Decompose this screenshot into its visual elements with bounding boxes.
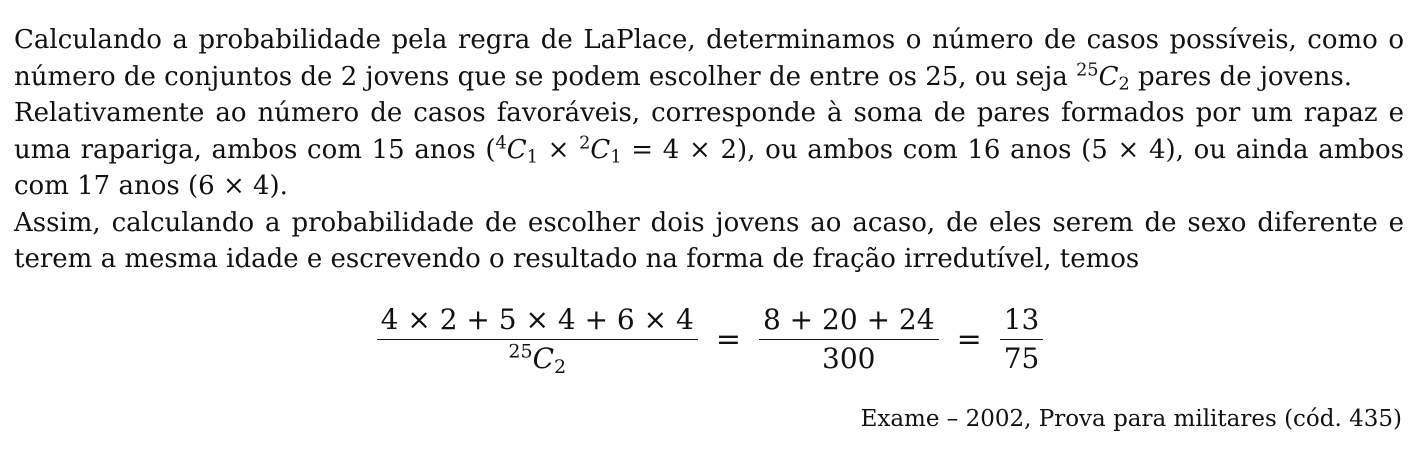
combination-letter: C (1098, 61, 1119, 92)
combination-letter: C (590, 134, 611, 165)
combination-letter: C (506, 134, 527, 165)
paragraph-favorable-cases-text: Relativamente ao número de casos favoráveis, corresponde à soma de pares formados por um rapaz e uma rapariga, ambos com 15 anos ( (14, 98, 1404, 165)
combination-n: 25 (1076, 59, 1099, 80)
exam-source-citation: Exame – 2002, Prova para militares (cód. 435) (860, 406, 1402, 432)
combination-25-choose-2 (1076, 59, 1130, 94)
paragraph-favorable-cases-tail: = 4 × 2), ou ambos com 16 anos (5 × 4), ou ainda ambos com 17 anos (6 × 4). (14, 134, 1404, 201)
combination-2-choose-1 (579, 132, 622, 167)
paragraph-conclusion (14, 205, 1404, 278)
combination-k: 2 (1118, 73, 1130, 94)
times-symbol: × (537, 134, 580, 165)
paragraph-possible-cases (14, 22, 1404, 95)
equals-sign: = (956, 322, 982, 357)
fraction-numerator: 8 + 20 + 24 (762, 303, 935, 336)
fraction-numerator: 4 × 2 + 5 × 4 + 6 × 4 (380, 303, 694, 336)
combination-letter: C (532, 342, 554, 375)
equals-sign: = (715, 322, 741, 357)
paragraph-favorable-cases (14, 95, 1404, 205)
combination-k: 1 (526, 146, 538, 167)
fraction-cases-over-combinations (379, 303, 696, 378)
combination-k: 1 (610, 146, 622, 167)
fraction-denominator (377, 339, 698, 378)
fraction-denominator: 300 (759, 339, 939, 374)
paragraph-conclusion-text: Assim, calculando a probabilidade de escolher dois jovens ao acaso, de eles serem de sexo diferente e terem a mesma idade e escrevendo o resultado na forma de fração irredutível, temos (14, 207, 1404, 274)
paragraph-possible-cases-text: Calculando a probabilidade pela regra de LaPlace, determinamos o número de casos possíveis, como o número de conjuntos de 2 jovens que se podem escolher de entre os 25, ou seja (14, 25, 1404, 92)
paragraph-possible-cases-tail: pares de jovens. (1129, 61, 1352, 92)
combination-k: 2 (554, 355, 567, 378)
fraction-denominator: 75 (1000, 339, 1044, 374)
fraction-numerator: 13 (1003, 303, 1040, 336)
probability-formula (0, 303, 1420, 378)
fraction-sum-over-300 (761, 305, 937, 374)
fraction-result (1002, 305, 1042, 374)
combination-n: 25 (508, 340, 533, 363)
combination-n: 2 (579, 132, 591, 153)
combination-n: 4 (495, 132, 507, 153)
combination-4-choose-1 (495, 132, 538, 167)
